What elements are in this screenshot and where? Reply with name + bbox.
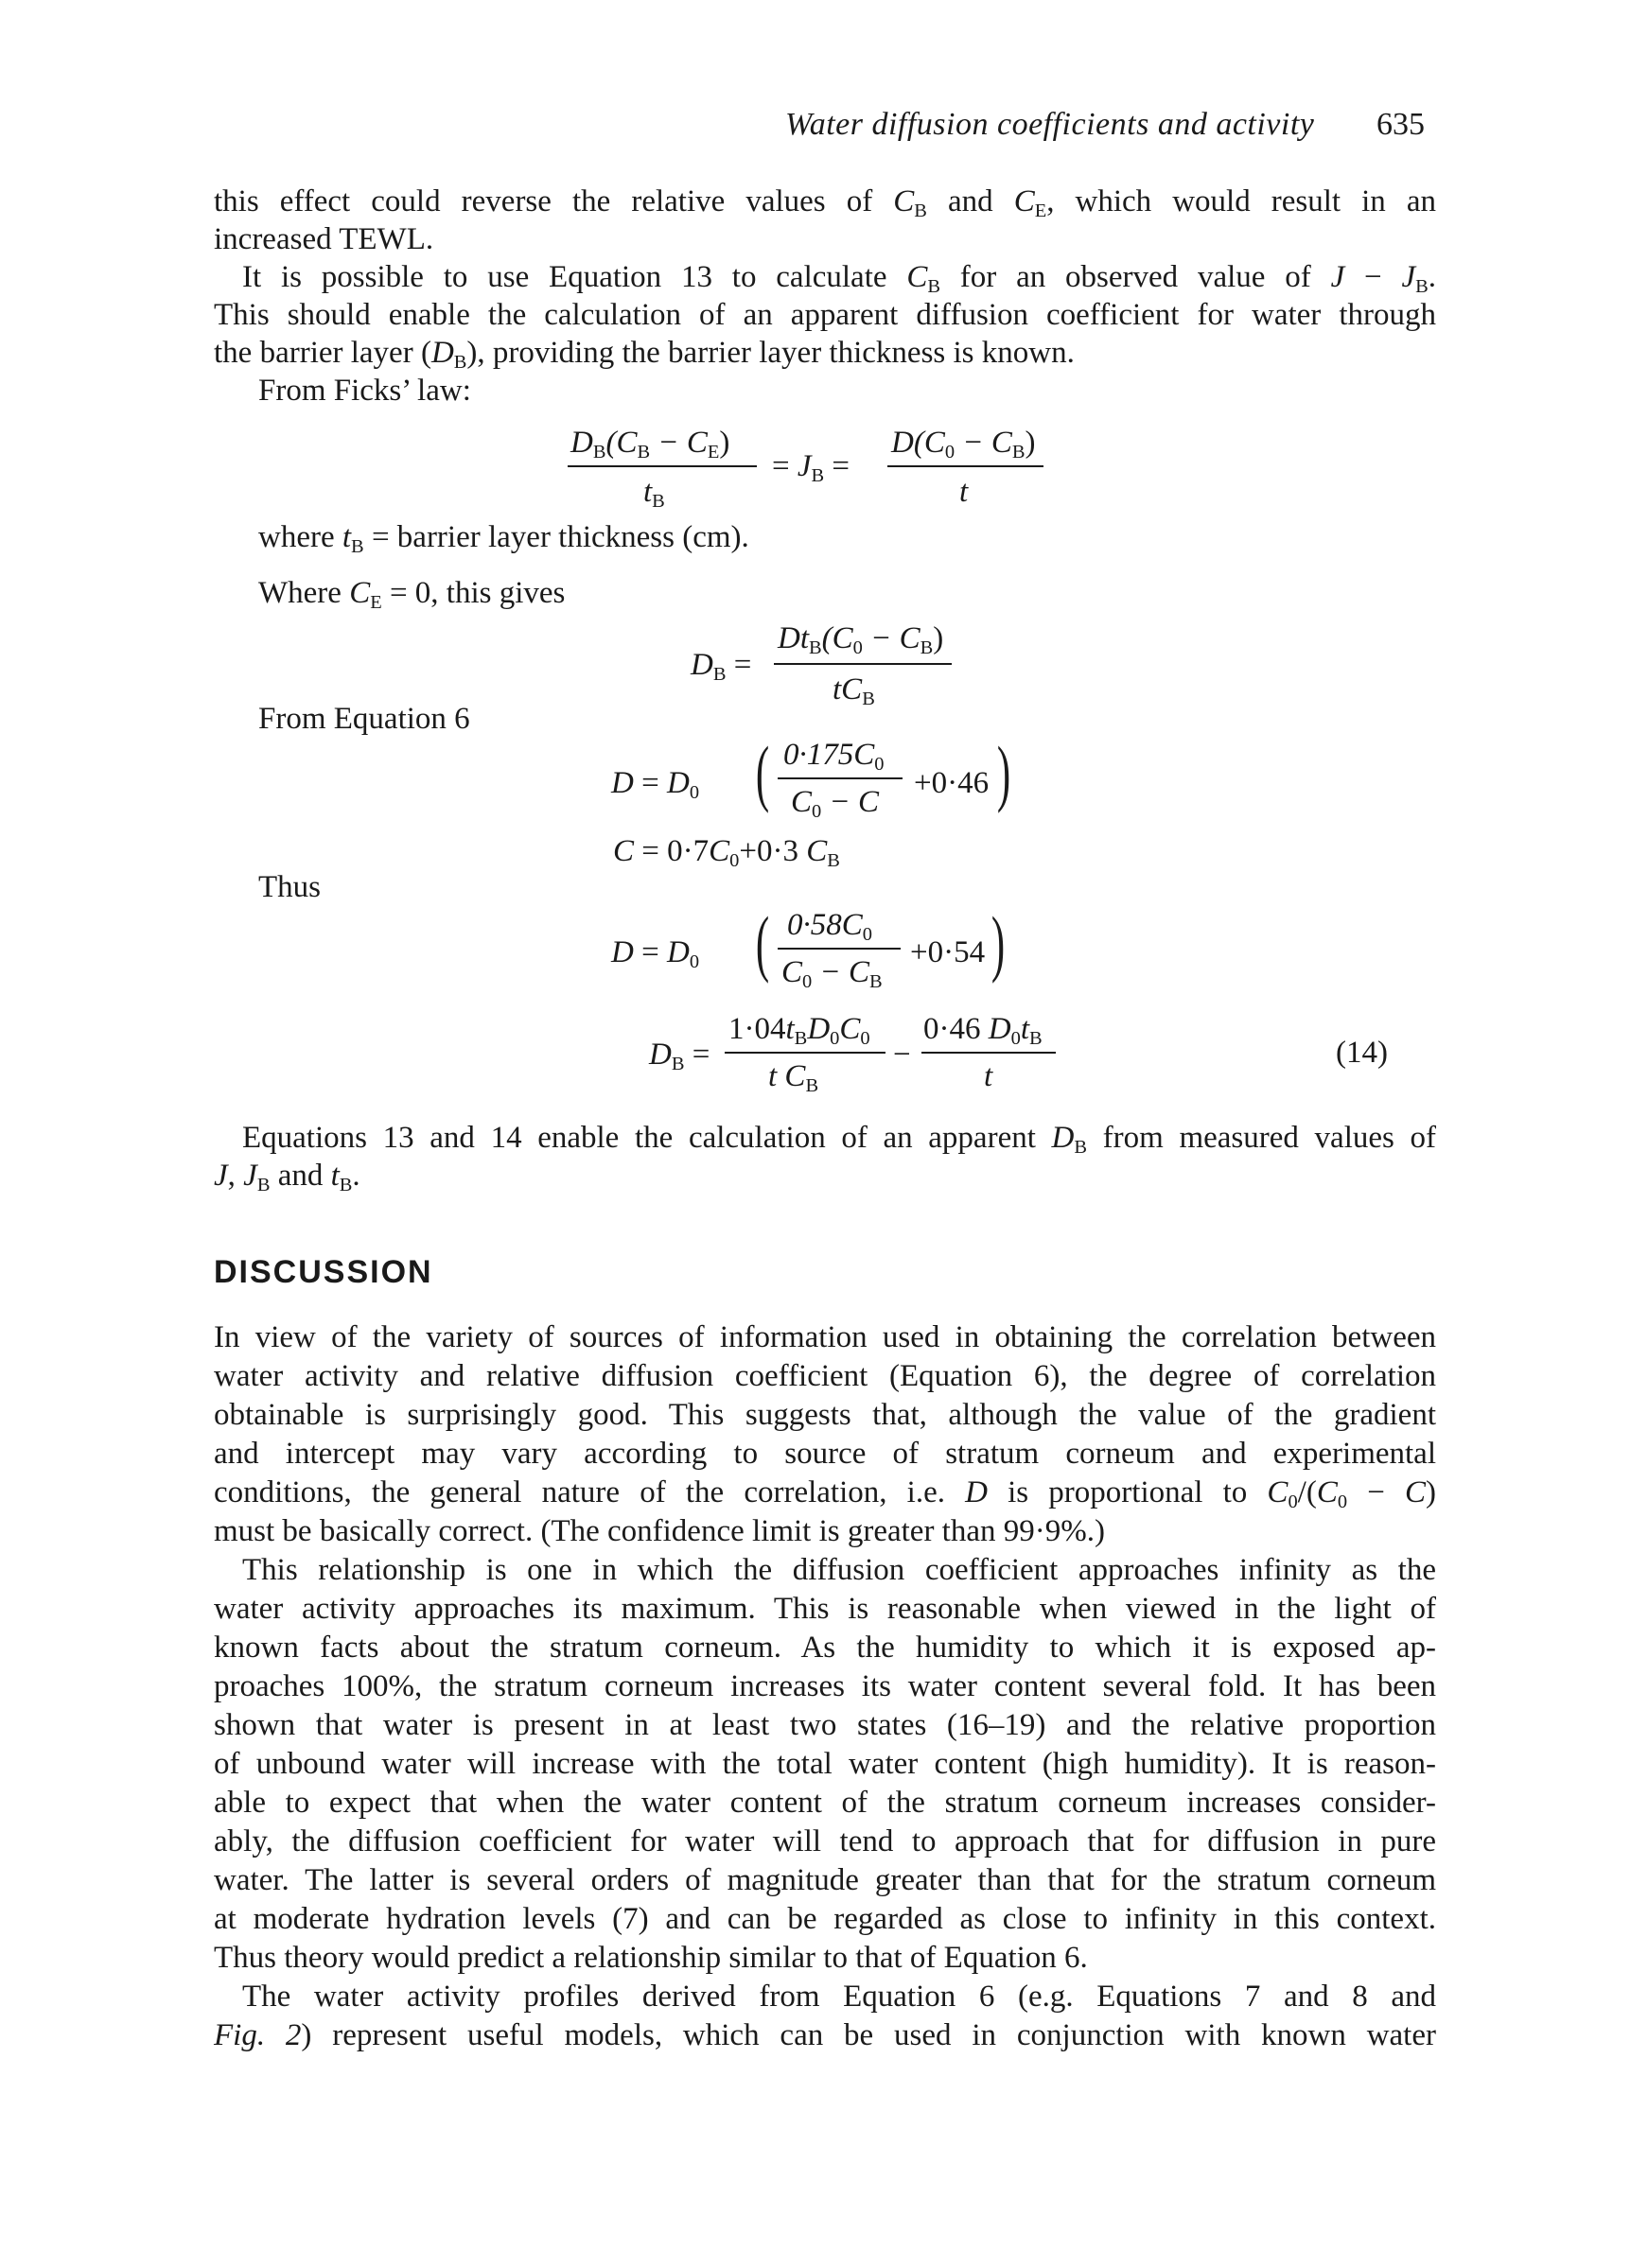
eq-denominator: t $C_B$ [768,1059,819,1097]
label-from-equation-6: From Equation 6 [258,702,470,736]
where-line: Where $C_E = 0$, this gives [258,576,566,614]
left-paren: ( [755,901,770,984]
fraction-bar [568,465,757,467]
section-heading-discussion: DISCUSSION [214,1254,433,1290]
right-paren: ) [991,901,1006,984]
body-line: Fig. 2) represent useful models, which can be used in conjunction with known water [214,2018,1436,2052]
body-line: Equations 13 and 14 enable the calculation of an apparent $D_B$ from measured values of [242,1121,1436,1159]
eq-denominator: t [959,475,969,509]
eq-denominator: $t_B$ [643,475,665,513]
eq-minus: − [893,1038,911,1072]
fraction-bar [774,663,952,665]
body-line: This relationship is one in which the diffusion coefficient approaches infinity as the [242,1553,1436,1587]
eq-tail: +0·54 [910,935,986,969]
body-line: water. The latter is several orders of magnitude greater than that for the stratum corneum [214,1863,1436,1897]
eq-numerator: $D_B(C_B - C_E)$ [570,426,730,463]
eq-middle: = $J_B$ = [772,449,850,487]
body-line: The water activity profiles derived from Equation 6 (e.g. Equations 7 and 8 and [242,1980,1436,2014]
eq-numerator: $0\cdot 58C_0$ [787,908,872,946]
fraction-bar [887,465,1043,467]
eq-numerator: $1\cdot 04t_BD_0C_0$ [728,1012,870,1050]
body-line: water activity and relative diffusion coefficient (Equation 6), the degree of correlation [214,1359,1436,1393]
fraction-bar [778,948,901,950]
body-line: this effect could reverse the relative values of $C_B$ and $C_E$, which would result in an [214,184,1437,222]
eq-numerator: 0·46 $D_0t_B$ [923,1012,1043,1050]
eq-lhs: $D_B$ = [691,648,752,686]
right-paren: ) [996,731,1011,813]
where-line: where $t_B$ = barrier layer thickness (cm). [258,520,749,558]
body-line: able to expect that when the water content of the stratum corneum increases consider- [214,1786,1436,1820]
body-line: From Ficks’ law: [258,374,471,408]
eq-denominator: $tC_B$ [833,672,875,710]
page-number: 635 [1376,107,1425,142]
body-line: the barrier layer $(D_B)$, providing the barrier layer thickness is known. [214,336,1075,374]
body-line: proaches 100%, the stratum corneum increases its water content several fold. It has been [214,1669,1436,1703]
running-title: Water diffusion coefficients and activity [785,107,1315,142]
eq-denominator: $C_0 - C_B$ [781,955,883,993]
body-line: water activity approaches its maximum. This is reasonable when viewed in the light of [214,1592,1436,1626]
eq-denominator: $C_0 - C$ [791,785,880,823]
fraction-bar [921,1052,1056,1054]
body-line: This should enable the calculation of an apparent diffusion coefficient for water through [214,298,1436,332]
eq-denominator: t [984,1059,993,1093]
eq-numerator: $0\cdot 175C_0$ [783,738,885,776]
body-line: shown that water is present in at least two states (16–19) and the relative proportion [214,1708,1436,1742]
body-line: In view of the variety of sources of information used in obtaining the correlation between [214,1320,1436,1354]
body-line: increased TEWL. [214,222,434,256]
body-line: conditions, the general nature of the correlation, i.e. D is proportional to $C_0/(C_0 - C)$ [214,1475,1436,1513]
eq-tail: +0·46 [914,766,990,800]
body-line: known facts about the stratum corneum. As the humidity to which it is exposed ap- [214,1631,1436,1665]
body-line: at moderate hydration levels (7) and can be regarded as close to infinity in this context. [214,1902,1436,1936]
eq-lhs: $D_B$ = [649,1038,710,1075]
left-paren: ( [755,731,770,813]
fraction-bar [778,777,903,779]
label-thus: Thus [258,870,321,904]
body-line: It is possible to use Equation 13 to calculate $C_B$ for an observed value of $J - J_B$. [242,260,1436,298]
equation-number: (14) [1336,1036,1388,1070]
body-line: Thus theory would predict a relationship similar to that of Equation 6. [214,1941,1088,1975]
eq-lhs: $D = D_0$ [611,935,700,973]
body-line: must be basically correct. (The confidence limit is greater than 99·9%.) [214,1514,1105,1548]
body-line: of unbound water will increase with the total water content (high humidity). It is reason- [214,1747,1436,1781]
body-line: J, $J_B$ and $t_B$. [214,1159,360,1196]
eq-lhs: $D = D_0$ [611,766,700,804]
eq-numerator: $D(C_0 - C_B)$ [891,426,1036,463]
body-line: ably, the diffusion coefficient for water will tend to approach that for diffusion in pure [214,1824,1436,1858]
fraction-bar [725,1052,885,1054]
eq-numerator: $Dt_B(C_0 - C_B)$ [778,621,944,659]
equation-c: $C = 0\cdot 7C_0+0\cdot 3$ $C_B$ [613,834,840,872]
body-line: and intercept may vary according to source of stratum corneum and experimental [214,1437,1436,1471]
body-line: obtainable is surprisingly good. This suggests that, although the value of the gradient [214,1398,1436,1432]
